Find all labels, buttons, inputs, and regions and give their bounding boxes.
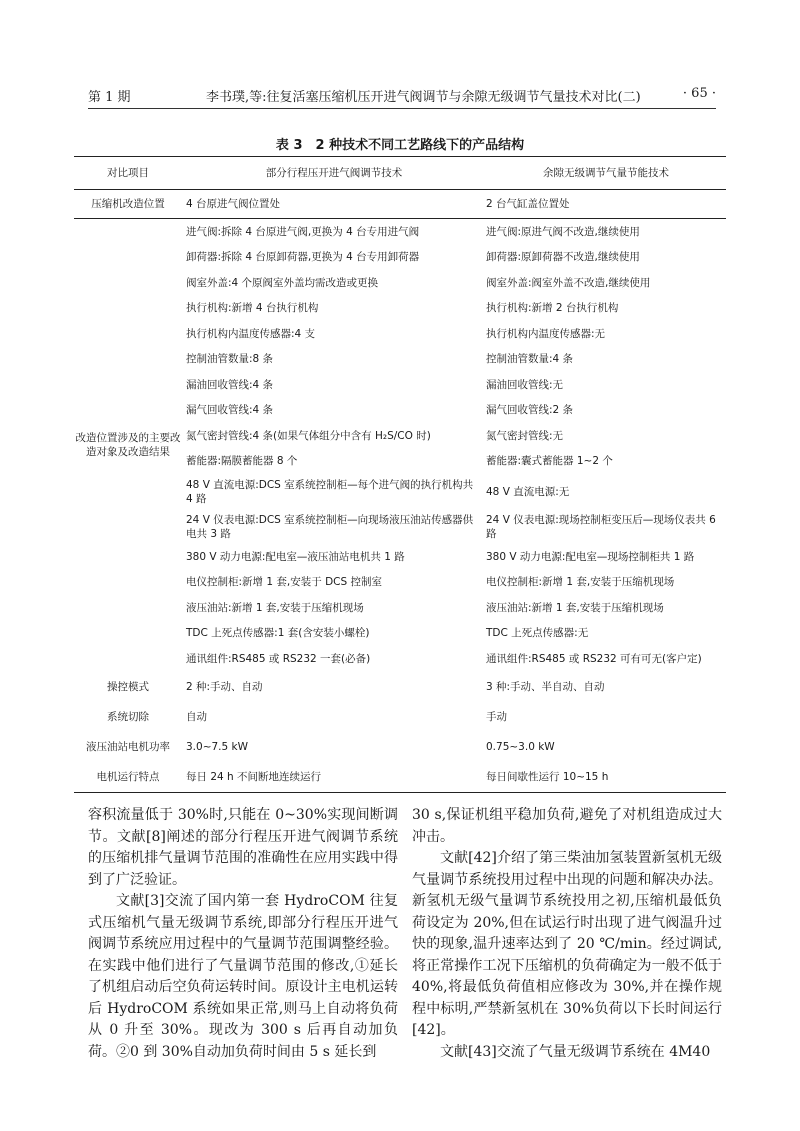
- cell-partial-stroke: 蓄能器:隔膜蓄能器 8 个: [186, 455, 298, 468]
- cell-clearance: 3 种:手动、半自动、自动: [486, 680, 605, 693]
- cell-partial-stroke: 电仪控制柜:新增 1 套,安装于 DCS 控制室: [186, 576, 382, 589]
- table-caption: 表 3 2 种技术不同工艺路线下的产品结构: [275, 138, 525, 153]
- cell-partial-stroke: 液压油站:新增 1 套,安装于压缩机现场: [186, 601, 364, 614]
- running-header: [88, 86, 716, 109]
- running-title: 李书璞,等:往复活塞压缩机压开进气阀调节与余隙无级调节气量技术对比(二): [206, 90, 641, 105]
- cell-clearance: 执行机构内温度传感器:无: [486, 327, 606, 340]
- cell-partial-stroke: 执行机构:新增 4 台执行机构: [186, 302, 319, 315]
- column-header: 对比项目: [74, 157, 182, 190]
- cell-clearance: 蓄能器:囊式蓄能器 1~2 个: [486, 455, 613, 468]
- row-label: 电机运行特点: [74, 762, 182, 793]
- comparison-table: [74, 156, 726, 793]
- cell-clearance: TDC 上死点传感器:无: [486, 627, 589, 640]
- cell-clearance: 阀室外盖:阀室外盖不改造,继续使用: [486, 276, 651, 289]
- body-column-right: [412, 805, 722, 1063]
- cell-clearance: 卸荷器:原卸荷器不改造,继续使用: [486, 251, 640, 264]
- row-label: 液压油站电机功率: [86, 740, 170, 753]
- cell-partial-stroke: 24 V 仪表电源:DCS 室系统控制柜—向现场液压油站传感器供电共 3 路: [186, 513, 474, 540]
- paragraph: 文献[43]交流了气量无级调节系统在 4M40: [440, 1043, 711, 1060]
- cell-partial-stroke: 阀室外盖:4 个原阀室外盖均需改造或更换: [186, 276, 379, 289]
- cell-partial-stroke: 4 台原进气阀位置处: [182, 190, 486, 219]
- cell-partial-stroke: 2 种:手动、自动: [186, 680, 263, 693]
- paragraph: 文献[42]介绍了第三柴油加氢装置新氢机无级气量调节系统投用过程中出现的问题和解决办法。新氢机无级气量调节系统投用之初,压缩机最低负荷设定为 20%,但在试运行时出现了进气阀温升过快的现象,温升速率达到了 20 ℃/min。经过调试,将正常操作工况下压缩机的负荷确定为一般不低于 40%,将最低负荷值相应修改为 30%,并在操作规程中标明,严禁新氢机在 30%负荷以下长时间运行[42]。: [412, 850, 722, 1038]
- cell-clearance: 24 V 仪表电源:现场控制柜变压后—现场仪表共 6 路: [486, 513, 716, 540]
- paragraph: 文献[3]交流了国内第一套 HydroCOM 往复式压缩机气量无级调节系统,即部分行程压开进气阀调节系统应用过程中的气量调节范围调整经验。在实践中他们进行了气量调节范围的修改,①延长了机组启动后空负荷运转时间。原设计主电机运转后 HydroCOM 系统如果正常,则马上自动将负荷从 0 升至 30%。现改为 300 s 后再自动加负荷。②0 到 30%自动加负荷时间由 5 s 延长到: [88, 893, 398, 1060]
- issue-number: 第 1 期: [88, 90, 131, 105]
- cell-clearance: 每日间歇性运行 10~15 h: [486, 762, 726, 793]
- cell-partial-stroke: 每日 24 h 不间断地连续运行: [182, 762, 486, 793]
- paragraph: 30 s,保证机组平稳加负荷,避免了对机组造成过大冲击。: [412, 807, 722, 845]
- cell-clearance: 液压油站:新增 1 套,安装于压缩机现场: [486, 601, 664, 614]
- cell-clearance: 48 V 直流电源:无: [486, 485, 570, 498]
- page-number: · 65 ·: [682, 86, 716, 101]
- cell-partial-stroke: 执行机构内温度传感器:4 支: [186, 327, 316, 340]
- cell-clearance: 电仪控制柜:新增 1 套,安装于压缩机现场: [486, 576, 675, 589]
- cell-clearance: 漏气回收管线:2 条: [486, 404, 574, 417]
- cell-clearance: 控制油管数量:4 条: [486, 353, 574, 366]
- row-label: 操控模式: [107, 680, 149, 693]
- table-row: [74, 219, 726, 245]
- column-header: 余隙无级调节气量节能技术: [486, 157, 726, 190]
- cell-clearance: 氮气密封管线:无: [486, 429, 564, 442]
- cell-partial-stroke: 3.0~7.5 kW: [186, 740, 248, 753]
- cell-partial-stroke: 漏气回收管线:4 条: [186, 404, 274, 417]
- cell-partial-stroke: TDC 上死点传感器:1 套(含安装小螺栓): [186, 627, 370, 640]
- cell-clearance: 380 V 动力电源:配电室—现场控制柜共 1 路: [486, 550, 695, 563]
- cell-clearance: 漏油回收管线:无: [486, 378, 564, 391]
- cell-partial-stroke: 自动: [186, 710, 207, 723]
- table-row: [74, 672, 726, 702]
- cell-clearance: 进气阀:原进气阀不改造,继续使用: [486, 225, 640, 238]
- cell-clearance: 执行机构:新增 2 台执行机构: [486, 302, 619, 315]
- cell-clearance: 通讯组件:RS485 或 RS232 可有可无(客户定): [486, 652, 702, 665]
- table-row: [74, 732, 726, 762]
- table-row: [74, 762, 726, 793]
- table-row: [74, 702, 726, 732]
- cell-clearance: 0.75~3.0 kW: [486, 740, 555, 753]
- merged-row-label: 改造位置涉及的主要改造对象及改造结果: [75, 432, 181, 459]
- cell-clearance: 2 台气缸盖位置处: [486, 190, 726, 219]
- cell-partial-stroke: 48 V 直流电源:DCS 室系统控制柜—每个进气阀的执行机构共 4 路: [186, 478, 474, 505]
- cell-partial-stroke: 控制油管数量:8 条: [186, 353, 274, 366]
- cell-partial-stroke: 氮气密封管线:4 条(如果气体组分中含有 H₂S/CO 时): [186, 429, 431, 442]
- row-label: 压缩机改造位置: [74, 190, 182, 219]
- cell-partial-stroke: 漏油回收管线:4 条: [186, 378, 274, 391]
- cell-clearance: 手动: [486, 710, 507, 723]
- body-column-left: [88, 805, 398, 1063]
- cell-partial-stroke: 进气阀:拆除 4 台原进气阀,更换为 4 台专用进气阀: [186, 225, 420, 238]
- cell-partial-stroke: 卸荷器:拆除 4 台原卸荷器,更换为 4 台专用卸荷器: [186, 251, 420, 264]
- column-header: 部分行程压开进气阀调节技术: [182, 157, 486, 190]
- paragraph: 容积流量低于 30%时,只能在 0~30%实现间断调节。文献[8]阐述的部分行程压开进气阀调节系统的压缩机排气量调节范围的准确性在应用实践中得到了广泛验证。: [88, 807, 398, 888]
- cell-partial-stroke: 通讯组件:RS485 或 RS232 一套(必备): [186, 652, 371, 665]
- row-label: 系统切除: [107, 710, 149, 723]
- cell-partial-stroke: 380 V 动力电源:配电室—液压油站电机共 1 路: [186, 550, 405, 563]
- table-row: [74, 190, 726, 219]
